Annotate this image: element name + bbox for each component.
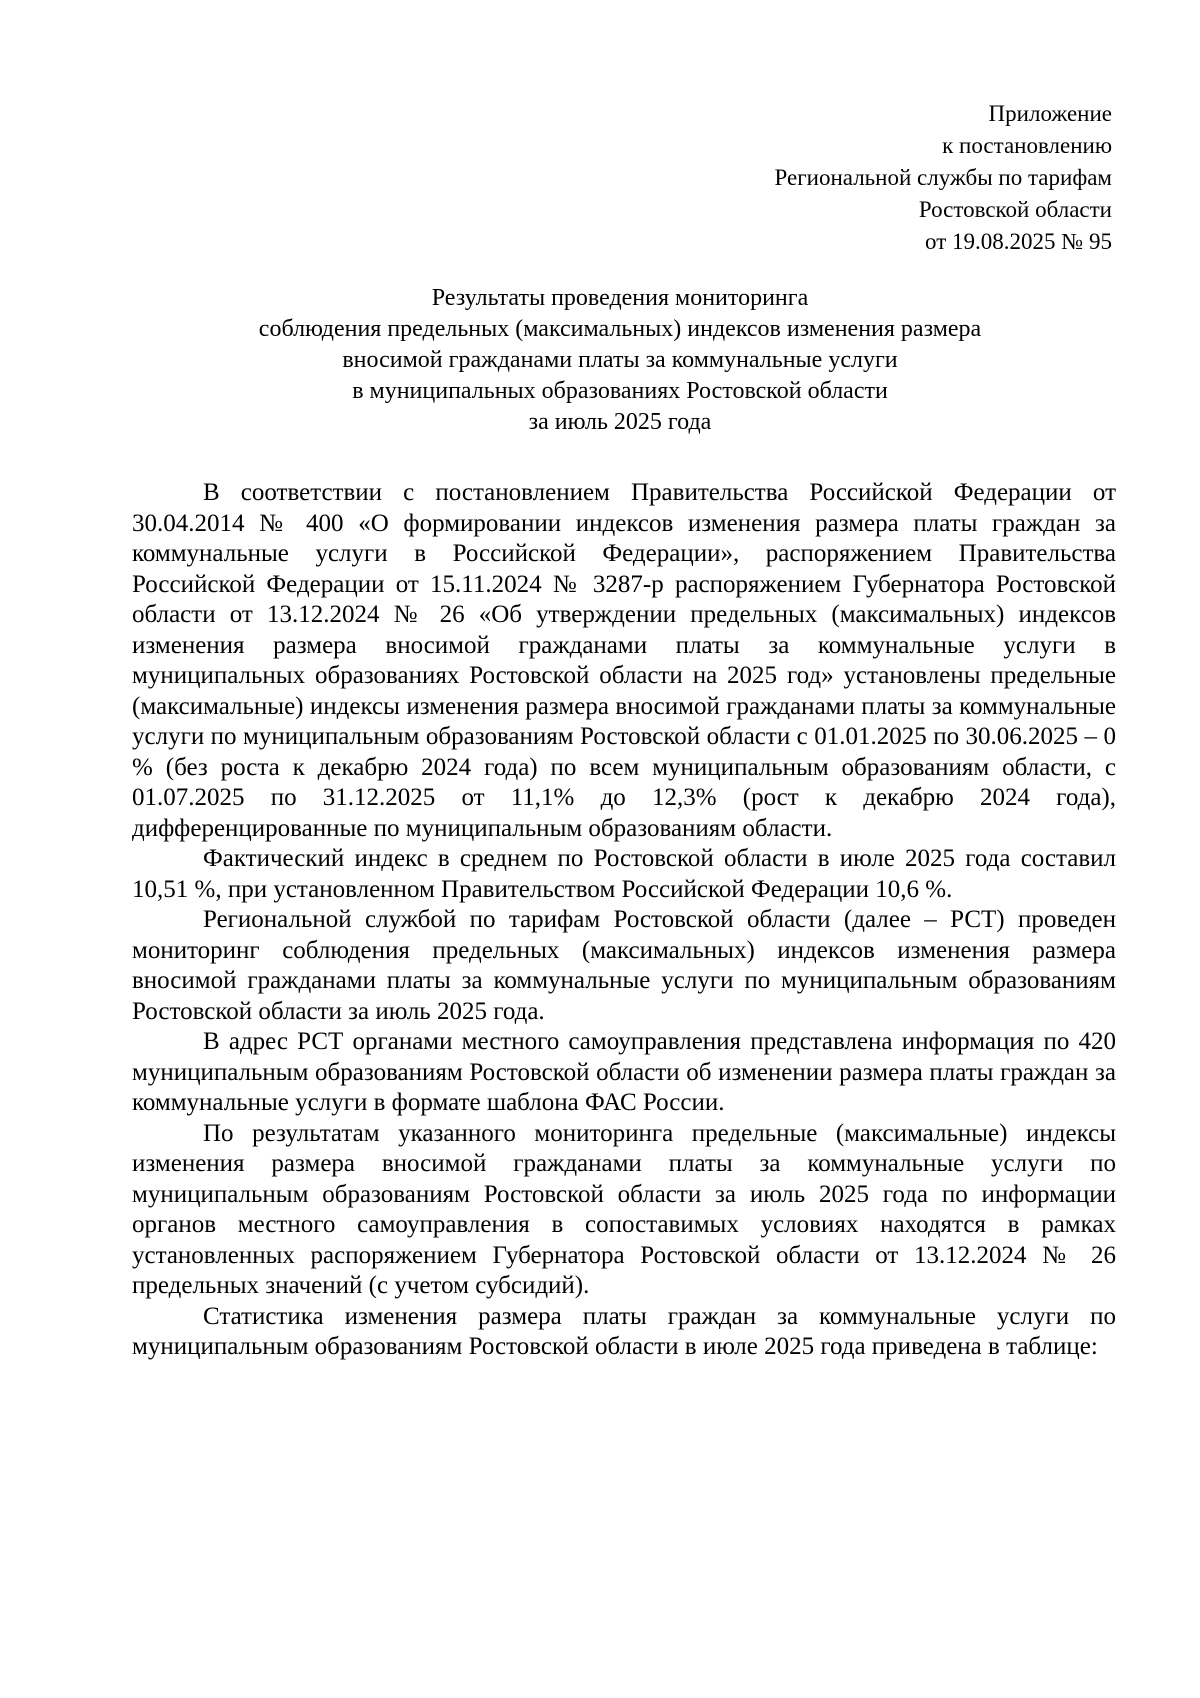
body-paragraph: Статистика изменения размера платы граждан за коммунальные услуги по муниципальным образованиям Ростовской области в июле 2025 года приведена в таблице: <box>132 1302 1116 1360</box>
body-paragraph: По результатам указанного мониторинга предельные (максимальные) индексы изменения размера вносимой гражданами платы за коммунальные услуги по муниципальным образованиям Ростовской области за июль 2025 года по информации органов местного самоуправления в сопоставимых условиях находятся в рамках установленных распоряжением Губернатора Ростовской области от 13.12.2024 № 26 предельных значений (с учетом субсидий). <box>132 1119 1116 1299</box>
body-paragraph: В соответствии с постановлением Правительства Российской Федерации от 30.04.2014 № 400 «О формировании индексов изменения размера платы граждан за коммунальные услуги в Российской Федерации», распоряжением Правительства Российской Федерации от 15.11.2024 № 3287-р распоряжением Губернатора Ростовской области от 13.12.2024 № 26 «Об утверждении предельных (максимальных) индексов изменения размера вносимой гражданами платы за коммунальные услуги в муниципальных образованиях Ростовской области на 2025 год» установлены предельные (максимальные) индексы изменения размера вносимой гражданами платы за коммунальные услуги по муниципальным образованиям Ростовской области с 01.01.2025 по 30.06.2025 – 0 % (без роста к декабрю 2024 года) по всем муниципальным образованиям области, с 01.07.2025 по 31.12.2025 от 11,1% до 12,3% (рост к декабрю 2024 года), дифференцированные по муниципальным образованиям области. <box>132 479 1116 842</box>
appendix-header <box>552 98 1112 258</box>
title-line: Результаты проведения мониторинга <box>431 285 809 311</box>
document-title <box>130 283 1110 438</box>
appendix-line: к постановлению <box>942 133 1112 158</box>
appendix-line: Ростовской области <box>918 197 1112 222</box>
appendix-line: от 19.08.2025 № 95 <box>925 229 1112 254</box>
body-paragraph: Фактический индекс в среднем по Ростовской области в июле 2025 года составил 10,51 %, при установленном Правительством Российской Федерации 10,6 %. <box>132 845 1116 903</box>
body-paragraph: В адрес РСТ органами местного самоуправления представлена информация по 420 муниципальным образованиям Ростовской области об изменении размера платы граждан за коммунальные услуги в формате шаблона ФАС России. <box>132 1028 1116 1116</box>
document-body <box>132 478 1116 1363</box>
title-line: соблюдения предельных (максимальных) индексов изменения размера <box>258 316 982 342</box>
title-line: в муниципальных образованиях Ростовской области <box>352 378 888 404</box>
appendix-line: Региональной службы по тарифам <box>774 165 1112 190</box>
appendix-line: Приложение <box>988 101 1112 126</box>
body-paragraph: Региональной службой по тарифам Ростовской области (далее – РСТ) проведен мониторинг соблюдения предельных (максимальных) индексов изменения размера вносимой гражданами платы за коммунальные услуги по муниципальным образованиям Ростовской области за июль 2025 года. <box>132 906 1116 1025</box>
title-line: за июль 2025 года <box>528 409 712 435</box>
title-line: вносимой гражданами платы за коммунальные услуги <box>342 347 898 373</box>
